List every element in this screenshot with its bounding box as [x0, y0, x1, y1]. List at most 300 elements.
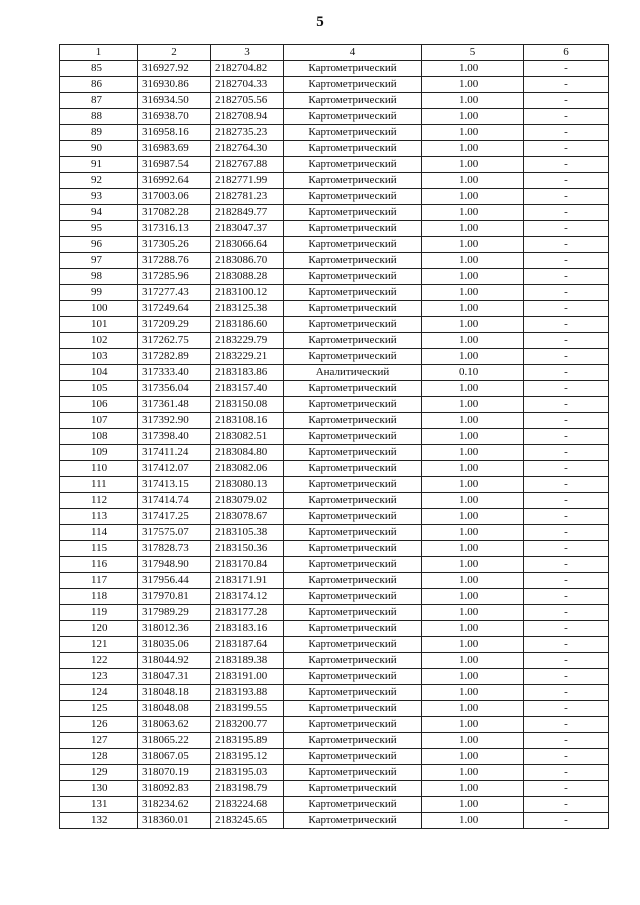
accuracy-cell: 1.00	[422, 445, 524, 461]
accuracy-cell: 1.00	[422, 301, 524, 317]
point-number-cell: 114	[60, 525, 138, 541]
note-cell: -	[524, 637, 609, 653]
method-cell: Картометрический	[284, 205, 422, 221]
accuracy-cell: 0.10	[422, 365, 524, 381]
x-coordinate-cell: 318067.05	[138, 749, 211, 765]
accuracy-cell: 1.00	[422, 557, 524, 573]
table-row	[60, 61, 609, 77]
x-coordinate-cell: 316987.54	[138, 157, 211, 173]
table-row	[60, 797, 609, 813]
point-number-cell: 132	[60, 813, 138, 829]
x-coordinate-cell: 316930.86	[138, 77, 211, 93]
note-cell: -	[524, 701, 609, 717]
point-number-cell: 119	[60, 605, 138, 621]
table-row	[60, 733, 609, 749]
point-number-cell: 90	[60, 141, 138, 157]
x-coordinate-cell: 317392.90	[138, 413, 211, 429]
method-cell: Картометрический	[284, 701, 422, 717]
header-col-4: 4	[284, 45, 422, 61]
method-cell: Картометрический	[284, 93, 422, 109]
table-row	[60, 605, 609, 621]
y-coordinate-cell: 2183125.38	[211, 301, 284, 317]
header-col-2: 2	[138, 45, 211, 61]
note-cell: -	[524, 685, 609, 701]
accuracy-cell: 1.00	[422, 253, 524, 269]
table-row	[60, 653, 609, 669]
note-cell: -	[524, 189, 609, 205]
table-row	[60, 685, 609, 701]
method-cell: Картометрический	[284, 269, 422, 285]
note-cell: -	[524, 237, 609, 253]
note-cell: -	[524, 317, 609, 333]
x-coordinate-cell: 317398.40	[138, 429, 211, 445]
method-cell: Картометрический	[284, 749, 422, 765]
table-row	[60, 573, 609, 589]
method-cell: Картометрический	[284, 653, 422, 669]
accuracy-cell: 1.00	[422, 141, 524, 157]
table-row	[60, 333, 609, 349]
note-cell: -	[524, 141, 609, 157]
x-coordinate-cell: 317209.29	[138, 317, 211, 333]
method-cell: Картометрический	[284, 141, 422, 157]
y-coordinate-cell: 2183174.12	[211, 589, 284, 605]
table-row	[60, 253, 609, 269]
x-coordinate-cell: 317413.15	[138, 477, 211, 493]
table-row	[60, 413, 609, 429]
table-row	[60, 381, 609, 397]
method-cell: Картометрический	[284, 525, 422, 541]
point-number-cell: 115	[60, 541, 138, 557]
point-number-cell: 94	[60, 205, 138, 221]
point-number-cell: 104	[60, 365, 138, 381]
accuracy-cell: 1.00	[422, 813, 524, 829]
method-cell: Картометрический	[284, 509, 422, 525]
page-number: 5	[316, 14, 324, 30]
x-coordinate-cell: 316992.64	[138, 173, 211, 189]
method-cell: Картометрический	[284, 605, 422, 621]
x-coordinate-cell: 316934.50	[138, 93, 211, 109]
y-coordinate-cell: 2182704.33	[211, 77, 284, 93]
note-cell: -	[524, 573, 609, 589]
method-cell: Картометрический	[284, 413, 422, 429]
point-number-cell: 100	[60, 301, 138, 317]
point-number-cell: 105	[60, 381, 138, 397]
accuracy-cell: 1.00	[422, 269, 524, 285]
table-row	[60, 189, 609, 205]
x-coordinate-cell: 317333.40	[138, 365, 211, 381]
coordinates-table	[59, 44, 609, 829]
table-row	[60, 445, 609, 461]
y-coordinate-cell: 2183170.84	[211, 557, 284, 573]
note-cell: -	[524, 493, 609, 509]
x-coordinate-cell: 317948.90	[138, 557, 211, 573]
table-row	[60, 669, 609, 685]
y-coordinate-cell: 2183157.40	[211, 381, 284, 397]
x-coordinate-cell: 317285.96	[138, 269, 211, 285]
y-coordinate-cell: 2183086.70	[211, 253, 284, 269]
note-cell: -	[524, 461, 609, 477]
note-cell: -	[524, 525, 609, 541]
method-cell: Картометрический	[284, 61, 422, 77]
method-cell: Картометрический	[284, 781, 422, 797]
table-row	[60, 509, 609, 525]
y-coordinate-cell: 2183200.77	[211, 717, 284, 733]
method-cell: Картометрический	[284, 189, 422, 205]
accuracy-cell: 1.00	[422, 429, 524, 445]
table-row	[60, 221, 609, 237]
x-coordinate-cell: 318048.08	[138, 701, 211, 717]
table-row	[60, 157, 609, 173]
y-coordinate-cell: 2183195.89	[211, 733, 284, 749]
table-row	[60, 285, 609, 301]
table-row	[60, 525, 609, 541]
note-cell: -	[524, 413, 609, 429]
x-coordinate-cell: 317417.25	[138, 509, 211, 525]
note-cell: -	[524, 173, 609, 189]
accuracy-cell: 1.00	[422, 605, 524, 621]
accuracy-cell: 1.00	[422, 125, 524, 141]
x-coordinate-cell: 317282.89	[138, 349, 211, 365]
table-row	[60, 301, 609, 317]
note-cell: -	[524, 541, 609, 557]
y-coordinate-cell: 2183191.00	[211, 669, 284, 685]
accuracy-cell: 1.00	[422, 717, 524, 733]
table-row	[60, 397, 609, 413]
point-number-cell: 106	[60, 397, 138, 413]
point-number-cell: 120	[60, 621, 138, 637]
y-coordinate-cell: 2182735.23	[211, 125, 284, 141]
note-cell: -	[524, 653, 609, 669]
note-cell: -	[524, 125, 609, 141]
method-cell: Картометрический	[284, 285, 422, 301]
note-cell: -	[524, 589, 609, 605]
x-coordinate-cell: 318012.36	[138, 621, 211, 637]
method-cell: Картометрический	[284, 157, 422, 173]
accuracy-cell: 1.00	[422, 589, 524, 605]
note-cell: -	[524, 557, 609, 573]
point-number-cell: 103	[60, 349, 138, 365]
x-coordinate-cell: 316958.16	[138, 125, 211, 141]
method-cell: Картометрический	[284, 621, 422, 637]
table-row	[60, 109, 609, 125]
y-coordinate-cell: 2182704.82	[211, 61, 284, 77]
note-cell: -	[524, 349, 609, 365]
point-number-cell: 110	[60, 461, 138, 477]
point-number-cell: 125	[60, 701, 138, 717]
x-coordinate-cell: 317956.44	[138, 573, 211, 589]
note-cell: -	[524, 93, 609, 109]
y-coordinate-cell: 2183150.36	[211, 541, 284, 557]
x-coordinate-cell: 318234.62	[138, 797, 211, 813]
point-number-cell: 129	[60, 765, 138, 781]
point-number-cell: 111	[60, 477, 138, 493]
table-row	[60, 765, 609, 781]
note-cell: -	[524, 733, 609, 749]
note-cell: -	[524, 445, 609, 461]
table-row	[60, 365, 609, 381]
y-coordinate-cell: 2183224.68	[211, 797, 284, 813]
y-coordinate-cell: 2183082.06	[211, 461, 284, 477]
accuracy-cell: 1.00	[422, 493, 524, 509]
header-col-1: 1	[60, 45, 138, 61]
y-coordinate-cell: 2183229.79	[211, 333, 284, 349]
x-coordinate-cell: 316983.69	[138, 141, 211, 157]
table-row	[60, 269, 609, 285]
point-number-cell: 122	[60, 653, 138, 669]
x-coordinate-cell: 318092.83	[138, 781, 211, 797]
y-coordinate-cell: 2183183.16	[211, 621, 284, 637]
note-cell: -	[524, 509, 609, 525]
y-coordinate-cell: 2183079.02	[211, 493, 284, 509]
table-row	[60, 589, 609, 605]
method-cell: Картометрический	[284, 637, 422, 653]
table-row	[60, 701, 609, 717]
method-cell: Картометрический	[284, 669, 422, 685]
accuracy-cell: 1.00	[422, 573, 524, 589]
table-row	[60, 493, 609, 509]
x-coordinate-cell: 318044.92	[138, 653, 211, 669]
method-cell: Картометрический	[284, 333, 422, 349]
point-number-cell: 112	[60, 493, 138, 509]
note-cell: -	[524, 669, 609, 685]
method-cell: Картометрический	[284, 397, 422, 413]
method-cell: Картометрический	[284, 301, 422, 317]
x-coordinate-cell: 317989.29	[138, 605, 211, 621]
accuracy-cell: 1.00	[422, 285, 524, 301]
x-coordinate-cell: 318047.31	[138, 669, 211, 685]
y-coordinate-cell: 2183187.64	[211, 637, 284, 653]
point-number-cell: 89	[60, 125, 138, 141]
accuracy-cell: 1.00	[422, 781, 524, 797]
method-cell: Картометрический	[284, 813, 422, 829]
x-coordinate-cell: 317412.07	[138, 461, 211, 477]
y-coordinate-cell: 2183105.38	[211, 525, 284, 541]
note-cell: -	[524, 157, 609, 173]
point-number-cell: 113	[60, 509, 138, 525]
point-number-cell: 98	[60, 269, 138, 285]
method-cell: Картометрический	[284, 477, 422, 493]
y-coordinate-cell: 2182705.56	[211, 93, 284, 109]
point-number-cell: 131	[60, 797, 138, 813]
header-col-5: 5	[422, 45, 524, 61]
method-cell: Аналитический	[284, 365, 422, 381]
point-number-cell: 101	[60, 317, 138, 333]
note-cell: -	[524, 285, 609, 301]
note-cell: -	[524, 781, 609, 797]
table-row	[60, 557, 609, 573]
note-cell: -	[524, 749, 609, 765]
note-cell: -	[524, 717, 609, 733]
accuracy-cell: 1.00	[422, 333, 524, 349]
note-cell: -	[524, 77, 609, 93]
x-coordinate-cell: 318035.06	[138, 637, 211, 653]
accuracy-cell: 1.00	[422, 317, 524, 333]
y-coordinate-cell: 2183199.55	[211, 701, 284, 717]
table-row	[60, 637, 609, 653]
accuracy-cell: 1.00	[422, 685, 524, 701]
table-row	[60, 621, 609, 637]
method-cell: Картометрический	[284, 173, 422, 189]
table-row	[60, 717, 609, 733]
method-cell: Картометрический	[284, 77, 422, 93]
table-row	[60, 477, 609, 493]
note-cell: -	[524, 301, 609, 317]
accuracy-cell: 1.00	[422, 477, 524, 493]
y-coordinate-cell: 2183195.12	[211, 749, 284, 765]
x-coordinate-cell: 317356.04	[138, 381, 211, 397]
point-number-cell: 102	[60, 333, 138, 349]
note-cell: -	[524, 429, 609, 445]
note-cell: -	[524, 269, 609, 285]
accuracy-cell: 1.00	[422, 381, 524, 397]
point-number-cell: 126	[60, 717, 138, 733]
y-coordinate-cell: 2183193.88	[211, 685, 284, 701]
method-cell: Картометрический	[284, 733, 422, 749]
point-number-cell: 85	[60, 61, 138, 77]
x-coordinate-cell: 317316.13	[138, 221, 211, 237]
accuracy-cell: 1.00	[422, 93, 524, 109]
method-cell: Картометрический	[284, 461, 422, 477]
y-coordinate-cell: 2183229.21	[211, 349, 284, 365]
table-row	[60, 781, 609, 797]
y-coordinate-cell: 2182764.30	[211, 141, 284, 157]
y-coordinate-cell: 2183082.51	[211, 429, 284, 445]
accuracy-cell: 1.00	[422, 509, 524, 525]
note-cell: -	[524, 477, 609, 493]
point-number-cell: 99	[60, 285, 138, 301]
note-cell: -	[524, 205, 609, 221]
table-row	[60, 173, 609, 189]
y-coordinate-cell: 2183245.65	[211, 813, 284, 829]
accuracy-cell: 1.00	[422, 797, 524, 813]
method-cell: Картометрический	[284, 109, 422, 125]
table-row	[60, 461, 609, 477]
accuracy-cell: 1.00	[422, 61, 524, 77]
note-cell: -	[524, 397, 609, 413]
method-cell: Картометрический	[284, 685, 422, 701]
note-cell: -	[524, 797, 609, 813]
point-number-cell: 123	[60, 669, 138, 685]
table-row	[60, 237, 609, 253]
method-cell: Картометрический	[284, 253, 422, 269]
y-coordinate-cell: 2183183.86	[211, 365, 284, 381]
method-cell: Картометрический	[284, 317, 422, 333]
accuracy-cell: 1.00	[422, 733, 524, 749]
x-coordinate-cell: 317411.24	[138, 445, 211, 461]
header-col-6: 6	[524, 45, 609, 61]
accuracy-cell: 1.00	[422, 765, 524, 781]
note-cell: -	[524, 61, 609, 77]
y-coordinate-cell: 2182781.23	[211, 189, 284, 205]
y-coordinate-cell: 2183189.38	[211, 653, 284, 669]
point-number-cell: 87	[60, 93, 138, 109]
method-cell: Картометрический	[284, 573, 422, 589]
y-coordinate-cell: 2183150.08	[211, 397, 284, 413]
x-coordinate-cell: 317262.75	[138, 333, 211, 349]
table-row	[60, 77, 609, 93]
accuracy-cell: 1.00	[422, 189, 524, 205]
x-coordinate-cell: 318070.19	[138, 765, 211, 781]
accuracy-cell: 1.00	[422, 221, 524, 237]
accuracy-cell: 1.00	[422, 525, 524, 541]
x-coordinate-cell: 317305.26	[138, 237, 211, 253]
x-coordinate-cell: 317003.06	[138, 189, 211, 205]
table-row	[60, 141, 609, 157]
table-row	[60, 541, 609, 557]
y-coordinate-cell: 2182849.77	[211, 205, 284, 221]
accuracy-cell: 1.00	[422, 541, 524, 557]
point-number-cell: 121	[60, 637, 138, 653]
accuracy-cell: 1.00	[422, 109, 524, 125]
point-number-cell: 127	[60, 733, 138, 749]
y-coordinate-cell: 2183198.79	[211, 781, 284, 797]
point-number-cell: 91	[60, 157, 138, 173]
method-cell: Картометрический	[284, 221, 422, 237]
x-coordinate-cell: 317249.64	[138, 301, 211, 317]
accuracy-cell: 1.00	[422, 173, 524, 189]
accuracy-cell: 1.00	[422, 621, 524, 637]
point-number-cell: 109	[60, 445, 138, 461]
x-coordinate-cell: 317288.76	[138, 253, 211, 269]
x-coordinate-cell: 318360.01	[138, 813, 211, 829]
y-coordinate-cell: 2183066.64	[211, 237, 284, 253]
accuracy-cell: 1.00	[422, 205, 524, 221]
x-coordinate-cell: 317575.07	[138, 525, 211, 541]
x-coordinate-cell: 317082.28	[138, 205, 211, 221]
accuracy-cell: 1.00	[422, 157, 524, 173]
y-coordinate-cell: 2183195.03	[211, 765, 284, 781]
method-cell: Картометрический	[284, 381, 422, 397]
point-number-cell: 118	[60, 589, 138, 605]
x-coordinate-cell: 316938.70	[138, 109, 211, 125]
point-number-cell: 92	[60, 173, 138, 189]
accuracy-cell: 1.00	[422, 637, 524, 653]
point-number-cell: 124	[60, 685, 138, 701]
method-cell: Картометрический	[284, 589, 422, 605]
y-coordinate-cell: 2183100.12	[211, 285, 284, 301]
accuracy-cell: 1.00	[422, 237, 524, 253]
method-cell: Картометрический	[284, 717, 422, 733]
accuracy-cell: 1.00	[422, 349, 524, 365]
y-coordinate-cell: 2183080.13	[211, 477, 284, 493]
point-number-cell: 116	[60, 557, 138, 573]
point-number-cell: 108	[60, 429, 138, 445]
method-cell: Картометрический	[284, 541, 422, 557]
point-number-cell: 130	[60, 781, 138, 797]
x-coordinate-cell: 318063.62	[138, 717, 211, 733]
method-cell: Картометрический	[284, 445, 422, 461]
note-cell: -	[524, 333, 609, 349]
x-coordinate-cell: 317361.48	[138, 397, 211, 413]
point-number-cell: 97	[60, 253, 138, 269]
table-row	[60, 349, 609, 365]
y-coordinate-cell: 2183186.60	[211, 317, 284, 333]
x-coordinate-cell: 317277.43	[138, 285, 211, 301]
x-coordinate-cell: 317414.74	[138, 493, 211, 509]
note-cell: -	[524, 221, 609, 237]
y-coordinate-cell: 2183171.91	[211, 573, 284, 589]
y-coordinate-cell: 2182771.99	[211, 173, 284, 189]
y-coordinate-cell: 2183177.28	[211, 605, 284, 621]
table-row	[60, 125, 609, 141]
note-cell: -	[524, 765, 609, 781]
note-cell: -	[524, 813, 609, 829]
note-cell: -	[524, 365, 609, 381]
y-coordinate-cell: 2183108.16	[211, 413, 284, 429]
table-row	[60, 749, 609, 765]
table-row	[60, 813, 609, 829]
x-coordinate-cell: 317970.81	[138, 589, 211, 605]
